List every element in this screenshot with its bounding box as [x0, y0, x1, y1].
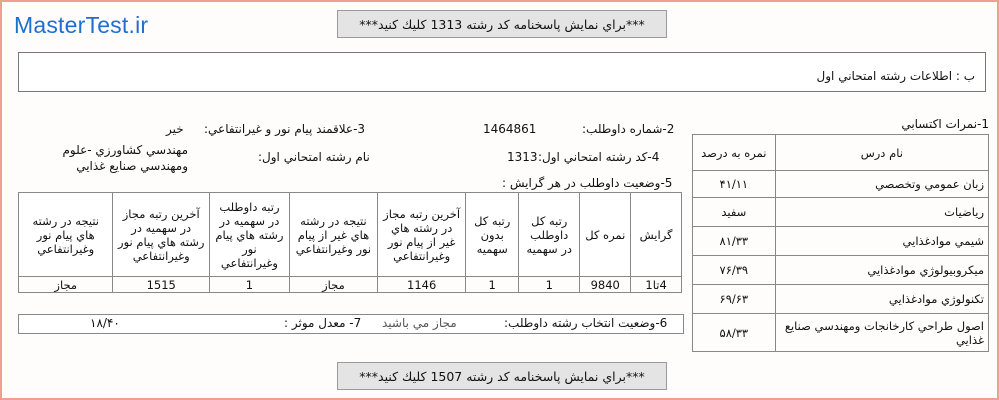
- section-b-title: ب : اطلاعات رشته امتحاني اول: [816, 69, 975, 83]
- status-cell: 1515: [113, 277, 209, 293]
- grade-row-value: ۵۸/۳۳: [693, 314, 776, 352]
- grade-row-name: زبان عمومي وتخصصي: [775, 171, 988, 198]
- answer-sheet-link-1313[interactable]: ***براي نمايش پاسخنامه كد رشته 1313 كليك كنيد***: [337, 10, 667, 38]
- field-name-label: نام رشته امتحاني اول:: [258, 150, 370, 164]
- status-cell: مجاز: [289, 277, 377, 293]
- status-header: نتيجه در رشته هاي پيام نور وغيرانتفاعي: [19, 193, 113, 277]
- status-header: رتبه كل داوطلب در سهميه: [519, 193, 580, 277]
- status-cell: 1: [466, 277, 519, 293]
- status-header: رتبه كل بدون سهميه: [466, 193, 519, 277]
- field-name-line2: ومهندسي صنايع غذايي: [76, 159, 188, 173]
- grade-row-value: ۴۱/۱۱: [693, 171, 776, 198]
- selection-status-label: 6-وضعيت انتخاب رشته داوطلب:: [504, 316, 668, 330]
- status-cell: 9840: [580, 277, 631, 293]
- status-cell: مجاز: [19, 277, 113, 293]
- gpa-label: 7- معدل موثر :: [284, 316, 362, 330]
- status-header: آخرين رتبه مجاز در سهميه در رشته هاي پيام نور وغيرانتفاعي: [113, 193, 209, 277]
- status-cell: 4تا1: [631, 277, 682, 293]
- grade-row-name: رياضيات: [775, 198, 988, 227]
- status-cell: 1: [519, 277, 580, 293]
- grade-row-value: ۶۹/۶۳: [693, 285, 776, 314]
- applicant-number-label: 2-شماره داوطلب:: [582, 122, 675, 136]
- grade-row-name: تكنولوژي موادغذايي: [775, 285, 988, 314]
- grades-header-grade: نمره به درصد: [693, 135, 776, 171]
- grade-row-value: ۷۶/۳۹: [693, 256, 776, 285]
- grade-row-value: سفيد: [693, 198, 776, 227]
- status-cell: 1: [209, 277, 289, 293]
- grade-row-name: شيمي موادغذايي: [775, 227, 988, 256]
- site-logo[interactable]: MasterTest.ir: [14, 12, 149, 38]
- selection-status-value: مجاز مي باشيد: [382, 316, 457, 330]
- status-header: رتبه داوطلب در سهميه در رشته هاي پيام نور وغيرانتفاعي: [209, 193, 289, 277]
- status-table: [18, 192, 682, 293]
- status-header: نمره كل: [580, 193, 631, 277]
- grades-header-name: نام درس: [775, 135, 988, 171]
- status-header: نتيجه در رشته هاي غير از پيام نور وغيرانتفاعي: [289, 193, 377, 277]
- applicant-number: 1464861: [483, 122, 537, 136]
- field-code-label: 4-كد رشته امتحاني اول:: [538, 150, 660, 164]
- grades-title: 1-نمرات اكتسابي: [901, 117, 989, 131]
- grade-row-value: ۸۱/۳۳: [693, 227, 776, 256]
- status-title: 5-وضعيت داوطلب در هر گرايش :: [502, 176, 673, 190]
- answer-sheet-link-1507[interactable]: ***براي نمايش پاسخنامه كد رشته 1507 كليك كنيد***: [337, 362, 667, 390]
- gpa-value: ۱۸/۴۰: [90, 316, 120, 330]
- status-header: آخرين رتبه مجاز در رشته هاي غير از پيام نور وغيرانتفاعي: [378, 193, 466, 277]
- status-cell: 1146: [378, 277, 466, 293]
- grades-table: [692, 134, 989, 352]
- payam-noor-interest-label: 3-علاقمند پيام نور و غيرانتفاعي:: [204, 122, 366, 136]
- section-b-box: [18, 52, 986, 92]
- status-header: گرايش: [631, 193, 682, 277]
- field-code: 1313: [507, 150, 538, 164]
- payam-noor-interest-value: خير: [166, 122, 184, 136]
- field-name-line1: مهندسي كشاورزي -علوم: [62, 143, 188, 157]
- grade-row-name: ميكروبيولوژي موادغذايي: [775, 256, 988, 285]
- grade-row-name: اصول طراحي كارخانجات ومهندسي صنايع غذايي: [775, 314, 988, 352]
